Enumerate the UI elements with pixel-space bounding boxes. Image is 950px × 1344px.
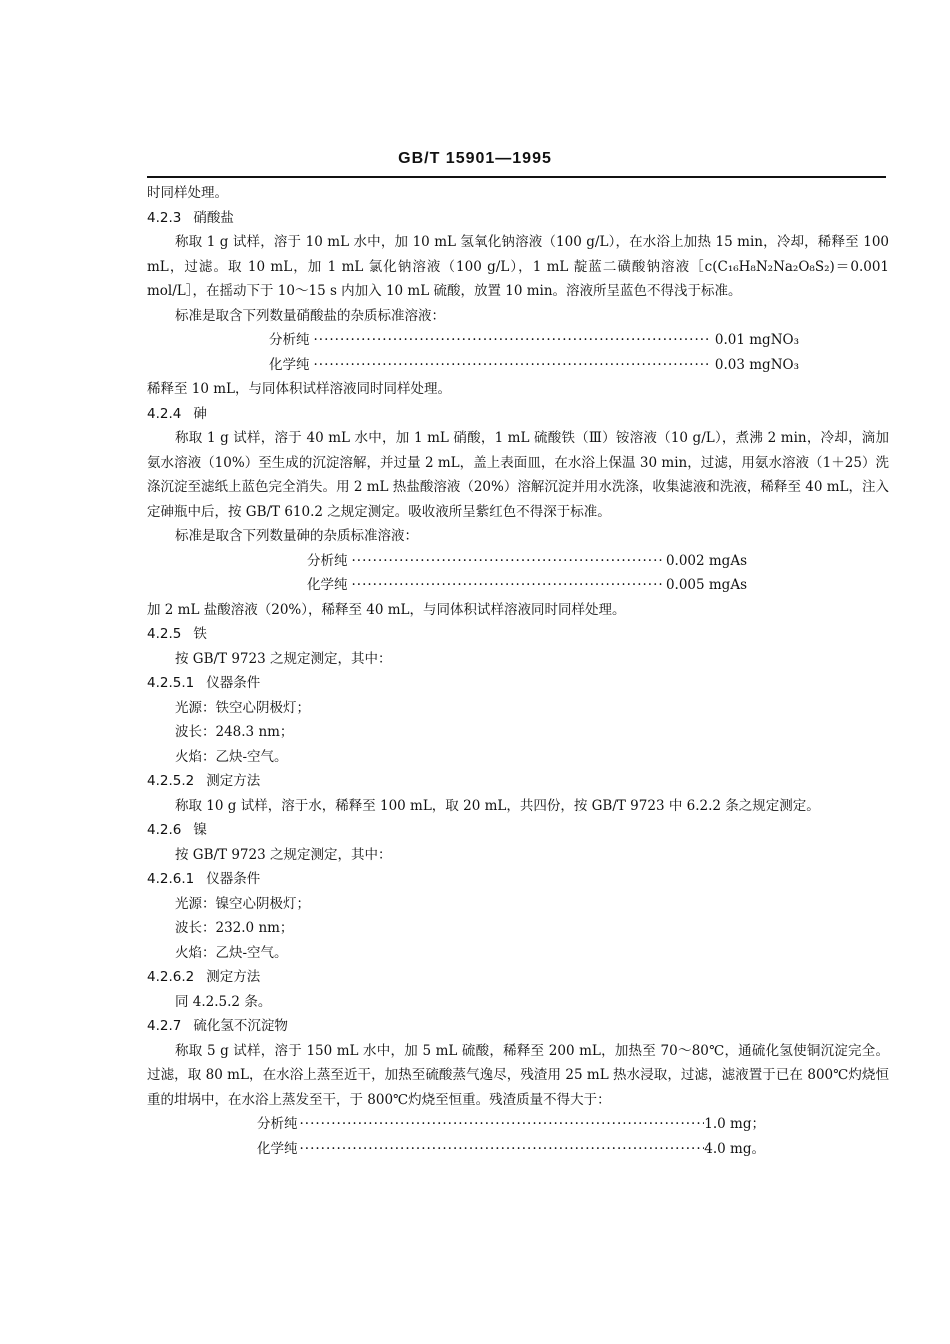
grade-list: [147, 549, 889, 598]
section-heading-4-2-5-2: [147, 769, 889, 794]
section-heading-4-2-6-2: [147, 965, 889, 990]
grade-row: [257, 1112, 765, 1137]
standard-intro: 标准是取含下列数量砷的杂质标准溶液：: [175, 528, 418, 544]
section-title: 测定方法: [206, 969, 261, 985]
grade-row: [307, 549, 747, 574]
section-heading-4-2-3: [147, 206, 889, 231]
section-heading-4-2-6: [147, 818, 889, 843]
section-number: 4.2.6.1: [147, 871, 195, 887]
section-title: 仪器条件: [206, 871, 261, 887]
section-heading-4-2-4: [147, 402, 889, 427]
condition-line: 火焰：乙炔-空气。: [175, 748, 288, 765]
section-title: 硝酸盐: [193, 209, 234, 226]
header-rule: [147, 176, 886, 178]
grade-list: [147, 1112, 889, 1161]
section-heading-4-2-5-1: [147, 671, 889, 696]
paragraph: 称取 5 g 试样，溶于 150 mL 水中，加 5 mL 硫酸，稀释至 200 mL，加热至 70～80℃，通硫化氢使铜沉淀完全。过滤，取 80 mL，在水浴上蒸至近干，加热至硫酸蒸气逸尽，残渣用 25 mL 热水浸取，过滤，滤液置于已在 800℃灼烧恒重的坩埚中，在水浴上蒸发至干，于 800℃灼烧至恒重。残渣质量不得大于：: [147, 1042, 889, 1108]
leader-dots: [314, 353, 711, 378]
section-title: 铁: [193, 626, 207, 642]
paragraph: 称取 1 g 试样，溶于 40 mL 水中，加 1 mL 硝酸，1 mL 硫酸铁（Ⅲ）铵溶液（10 g/L），煮沸 2 min，冷却，滴加氨水溶液（10%）至生成的沉淀溶解，并过量 2 mL，盖上表面皿，在水浴上保温 30 min，过滤，用氨水溶液（1＋25）洗涤沉淀至滤纸上蓝色完全消失。用 2 mL 热盐酸溶液（20%）溶解沉淀并用水洗涤，收集滤液和洗液，稀释至 40 mL，注入定砷瓶中后，按 GB/T 610.2 之规定测定。吸收液所呈紫红色不得深于标准。: [147, 430, 889, 520]
grade-list: [147, 328, 889, 377]
section-heading-4-2-7: [147, 1014, 889, 1039]
section-number: 4.2.6.2: [147, 969, 195, 985]
grade-row: [269, 328, 799, 353]
condition-line: 光源：镍空心阴极灯；: [175, 895, 310, 912]
section-number: 4.2.7: [147, 1018, 182, 1034]
paragraph: 按 GB/T 9723 之规定测定，其中：: [175, 846, 392, 863]
grade-value: 4.0 mg。: [704, 1140, 765, 1157]
section-number: 4.2.6: [147, 822, 182, 838]
grade-label: 分析纯: [269, 332, 310, 348]
grade-label: 分析纯: [307, 552, 348, 569]
section-number: 4.2.3: [147, 209, 182, 226]
paragraph: 同 4.2.5.2 条。: [175, 993, 272, 1010]
standard-intro: 标准是取含下列数量硝酸盐的杂质标准溶液：: [175, 307, 445, 324]
section-number: 4.2.5.1: [147, 675, 195, 691]
section-number: 4.2.5.2: [147, 773, 195, 789]
section-title: 测定方法: [206, 773, 261, 789]
grade-label: 分析纯: [257, 1116, 298, 1132]
grade-value: 1.0 mg；: [704, 1116, 765, 1132]
condition-line: 火焰：乙炔-空气。: [175, 944, 288, 961]
paragraph: 称取 1 g 试样，溶于 10 mL 水中，加 10 mL 氢氧化钠溶液（100 g/L），在水浴上加热 15 min，冷却，稀释至 100 mL，过滤。取 10 mL，加 1 mL 氯化钠溶液（100 g/L），1 mL 靛蓝二磺酸钠溶液［c(C₁₆H₈N₂Na₂O₈S₂)＝0.001 mol/L］，在摇动下于 10～15 s 内加入 10 mL 硫酸，放置 10 min。溶液所呈蓝色不得浅于标准。: [147, 234, 889, 299]
paragraph: 称取 10 g 试样，溶于水，稀释至 100 mL，取 20 mL，共四份，按 GB/T 9723 中 6.2.2 条之规定测定。: [175, 797, 820, 814]
condition-line: 波长：248.3 nm；: [175, 724, 294, 740]
section-heading-4-2-5: [147, 622, 889, 647]
grade-row: [269, 353, 799, 378]
condition-line: 光源：铁空心阴极灯；: [175, 699, 310, 716]
grade-value: 0.03 mgNO₃: [714, 356, 799, 373]
grade-value: 0.002 mgAs: [665, 552, 747, 569]
leader-dots: [352, 573, 662, 598]
continuation-line: 时同样处理。: [147, 185, 228, 201]
paragraph: 稀释至 10 mL，与同体积试样溶液同时同样处理。: [147, 381, 452, 397]
grade-value: 0.005 mgAs: [665, 577, 747, 593]
leader-dots: [352, 549, 662, 574]
paragraph: 加 2 mL 盐酸溶液（20%），稀释至 40 mL，与同体积试样溶液同时同样处理。: [147, 601, 626, 618]
grade-label: 化学纯: [269, 356, 310, 373]
section-title: 镍: [193, 822, 207, 838]
grade-row: [307, 573, 747, 598]
section-number: 4.2.4: [147, 405, 182, 422]
condition-line: 波长：232.0 nm；: [175, 920, 294, 936]
grade-row: [257, 1137, 765, 1162]
document-body: [147, 181, 889, 1161]
grade-label: 化学纯: [307, 577, 348, 593]
section-heading-4-2-6-1: [147, 867, 889, 892]
standard-header: GB/T 15901—1995: [398, 150, 552, 167]
leader-dots: [300, 1112, 705, 1137]
grade-label: 化学纯: [257, 1140, 298, 1157]
section-number: 4.2.5: [147, 626, 182, 642]
leader-dots: [314, 328, 711, 353]
section-title: 仪器条件: [206, 675, 261, 691]
section-title: 砷: [193, 405, 207, 422]
grade-value: 0.01 mgNO₃: [714, 332, 799, 348]
leader-dots: [300, 1137, 705, 1162]
paragraph: 按 GB/T 9723 之规定测定，其中：: [175, 650, 392, 667]
section-title: 硫化氢不沉淀物: [193, 1018, 288, 1034]
